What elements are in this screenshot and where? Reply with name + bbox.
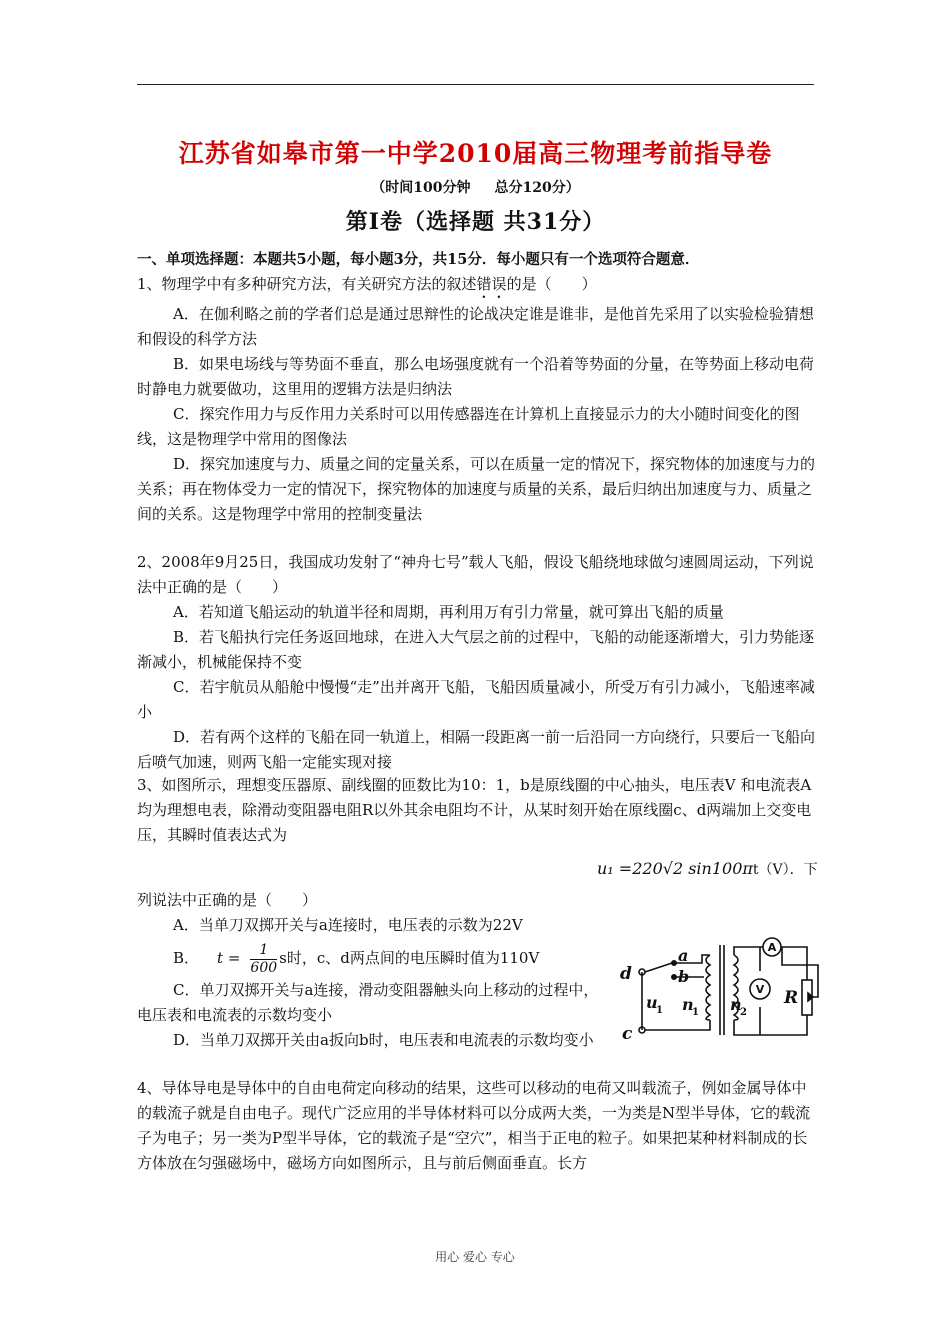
time-info: （时间100分钟 — [371, 180, 471, 196]
section-heading: 一、单项选择题：本题共5小题，每小题3分，共15分．每小题只有一个选项符合题意． — [137, 251, 700, 268]
svg-text:1: 1 — [656, 1005, 663, 1016]
question-3-option-b: B． t = $\frac{1}{600}$ s时，c、d两点间的电压瞬时值为110V — [173, 941, 540, 976]
question-1-option-b: B．如果电场线与等势面不垂直，那么电场强度就有一个沿着等势面的分量，在等势面上移动电荷时静电力就要做功，这里用的逻辑方法是归纳法 — [137, 355, 815, 398]
svg-text:n: n — [682, 995, 694, 1014]
question-1-option-a: A．在伽利略之前的学者们总是通过思辩性的论战决定谁是谁非，是他首先采用了以实验检验猜想和假设的科学方法 — [137, 305, 814, 348]
svg-text:2: 2 — [740, 1007, 747, 1018]
question-1-stem: 1、物理学中有多种研究方法，有关研究方法的叙述错误的是（ ） — [137, 275, 597, 293]
question-3-option-c: C．单刀双掷开关与a连接，滑动变阻器触头向上移动的过程中，电压表和电流表的示数均变小 — [137, 981, 599, 1024]
question-2-stem: 2、2008年9月25日，我国成功发射了“神舟七号”载人飞船，假设飞船绕地球做匀速圆周运动，下列说法中正确的是（ ） — [137, 553, 814, 596]
svg-text:b: b — [678, 967, 690, 986]
question-2-option-c: C．若宇航员从船舱中慢慢“走”出并离开飞船，飞船因质量减小，所受万有引力减小，飞船速率减小 — [137, 678, 815, 721]
page-footer: 用心 爱心 专心 — [435, 1250, 515, 1264]
header-rule — [137, 84, 814, 85]
exam-title: 江苏省如皋市第一中学2010届高三物理考前指导卷 — [178, 139, 773, 168]
question-3-option-a: A．当单刀双掷开关与a连接时，电压表的示数为22V — [173, 916, 523, 934]
question-3-stem: 3、如图所示，理想变压器原、副线圈的匝数比为10：1，b是原线圈的中心抽头，电压表V 和电流表A均为理想电表，除滑动变阻器电阻R以外其余电阻均不计，从某时刻开始在原线圈c、d两端加上交变电压，其瞬时值表达式为 — [137, 776, 812, 844]
question-1-option-c: C．探究作用力与反作用力关系时可以用传感器连在计算机上直接显示力的大小随时间变化的图线，这是物理学中常用的图像法 — [137, 405, 800, 448]
switch-blade — [645, 963, 672, 972]
svg-text:c: c — [622, 1024, 633, 1044]
primary-coil — [706, 955, 710, 1020]
svg-text:d: d — [620, 964, 632, 984]
question-3-option-d: D．当单刀双掷开关由a扳向b时，电压表和电流表的示数均变小 — [173, 1031, 594, 1049]
svg-text:n: n — [730, 995, 742, 1014]
score-info: 总分120分） — [494, 180, 580, 196]
time-fraction: $\frac{1}{600}$ — [250, 941, 278, 976]
question-2-option-b: B．若飞船执行完任务返回地球，在进入大气层之前的过程中，飞船的动能逐渐增大，引力势能逐渐减小，机械能保持不变 — [137, 628, 815, 671]
svg-text:1: 1 — [692, 1007, 699, 1018]
question-4-stem: 4、导体导电是导体中的自由电荷定向移动的结果，这些可以移动的电荷又叫载流子，例如金属导体中的载流子就是自由电子。现代广泛应用的半导体材料可以分成两大类，一为类是N型半导体，它的载流子为电子；另一类为P型半导体，它的载流子是“空穴”，相当于正电的粒子。如果把某种材料制成的长方体放在匀强磁场中，磁场方向如图所示，且与前后侧面垂直。长方 — [137, 1079, 811, 1172]
svg-text:u: u — [646, 993, 658, 1012]
voltage-formula: u₁ =220√2 sin100πt（V）．下 — [597, 859, 818, 878]
question-1-option-d: D．探究加速度与力、质量之间的定量关系，可以在质量一定的情况下，探究物体的加速度与力的关系；再在物体受力一定的情况下，探究物体的加速度与质量的关系，最后归纳出加速度与力、质量之间的关系。这是物理学中常用的控制变量法 — [137, 455, 816, 523]
question-2-option-a: A．若知道飞船运动的轨道半径和周期，再利用万有引力常量，就可算出飞船的质量 — [173, 603, 724, 621]
svg-text:V: V — [755, 983, 765, 996]
question-3-stem-tail: 列说法中正确的是（ ） — [137, 891, 318, 909]
exam-subtitle — [137, 177, 814, 197]
svg-text:a: a — [678, 946, 689, 965]
question-2-option-d: D．若有两个这样的飞船在同一轨道上，相隔一段距离一前一后沿同一方向绕行，只要后一飞船向后喷气加速，则两飞船一定能实现对接 — [137, 728, 816, 771]
part-heading: 第Ⅰ卷（选择题 共31分） — [345, 209, 606, 235]
svg-text:R: R — [784, 988, 799, 1008]
svg-text:A: A — [767, 941, 777, 954]
transformer-circuit-diagram — [612, 935, 822, 1085]
emphasis-word: 错误 — [476, 275, 507, 293]
